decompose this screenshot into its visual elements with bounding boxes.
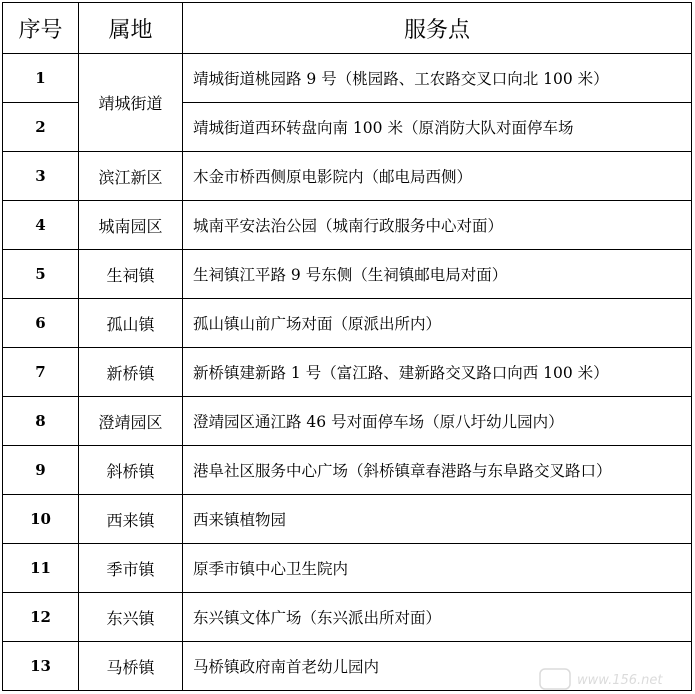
table-row	[3, 348, 692, 397]
table-row	[3, 495, 692, 544]
table-row	[3, 544, 692, 593]
row-index: 11	[3, 544, 79, 593]
row-area: 生祠镇	[79, 250, 183, 299]
row-area: 新桥镇	[79, 348, 183, 397]
table-row	[3, 299, 692, 348]
row-area: 季市镇	[79, 544, 183, 593]
table-row	[3, 152, 692, 201]
row-area: 孤山镇	[79, 299, 183, 348]
table-row	[3, 593, 692, 642]
row-area: 滨江新区	[79, 152, 183, 201]
row-index: 9	[3, 446, 79, 495]
row-index: 10	[3, 495, 79, 544]
header-service-point: 服务点	[183, 3, 692, 54]
watermark-text: www.156.net	[577, 673, 663, 688]
row-service-point: 马桥镇政府南首老幼儿园内	[183, 642, 692, 691]
row-index: 5	[3, 250, 79, 299]
header-area: 属地	[79, 3, 183, 54]
row-index: 13	[3, 642, 79, 691]
table-row	[3, 250, 692, 299]
row-service-point: 原季市镇中心卫生院内	[183, 544, 692, 593]
site-watermark	[539, 667, 689, 691]
table-row	[3, 446, 692, 495]
row-area: 马桥镇	[79, 642, 183, 691]
row-service-point: 港阜社区服务中心广场（斜桥镇章春港路与东阜路交叉路口）	[183, 446, 692, 495]
row-index: 7	[3, 348, 79, 397]
row-index: 12	[3, 593, 79, 642]
row-service-point: 木金市桥西侧原电影院内（邮电局西侧）	[183, 152, 692, 201]
row-service-point: 孤山镇山前广场对面（原派出所内）	[183, 299, 692, 348]
row-service-point: 靖城街道西环转盘向南 100 米（原消防大队对面停车场	[183, 103, 692, 152]
row-service-point: 东兴镇文体广场（东兴派出所对面）	[183, 593, 692, 642]
service-points-table	[2, 2, 692, 691]
row-index: 2	[3, 103, 79, 152]
row-service-point: 新桥镇建新路 1 号（富江路、建新路交叉路口向西 100 米）	[183, 348, 692, 397]
table-row	[3, 397, 692, 446]
row-service-point: 西来镇植物园	[183, 495, 692, 544]
row-index: 4	[3, 201, 79, 250]
row-area: 城南园区	[79, 201, 183, 250]
row-area: 东兴镇	[79, 593, 183, 642]
row-service-point: 靖城街道桃园路 9 号（桃园路、工农路交叉口向北 100 米）	[183, 54, 692, 103]
header-row	[3, 3, 692, 54]
row-area: 斜桥镇	[79, 446, 183, 495]
row-service-point: 澄靖园区通江路 46 号对面停车场（原八圩幼儿园内）	[183, 397, 692, 446]
row-index: 8	[3, 397, 79, 446]
table-row	[3, 54, 692, 103]
row-area: 靖城街道	[79, 54, 183, 152]
row-index: 6	[3, 299, 79, 348]
row-area: 西来镇	[79, 495, 183, 544]
row-service-point: 城南平安法治公园（城南行政服务中心对面）	[183, 201, 692, 250]
row-area: 澄靖园区	[79, 397, 183, 446]
row-service-point: 生祠镇江平路 9 号东侧（生祠镇邮电局对面）	[183, 250, 692, 299]
header-index: 序号	[3, 3, 79, 54]
row-index: 1	[3, 54, 79, 103]
row-index: 3	[3, 152, 79, 201]
table-row	[3, 201, 692, 250]
